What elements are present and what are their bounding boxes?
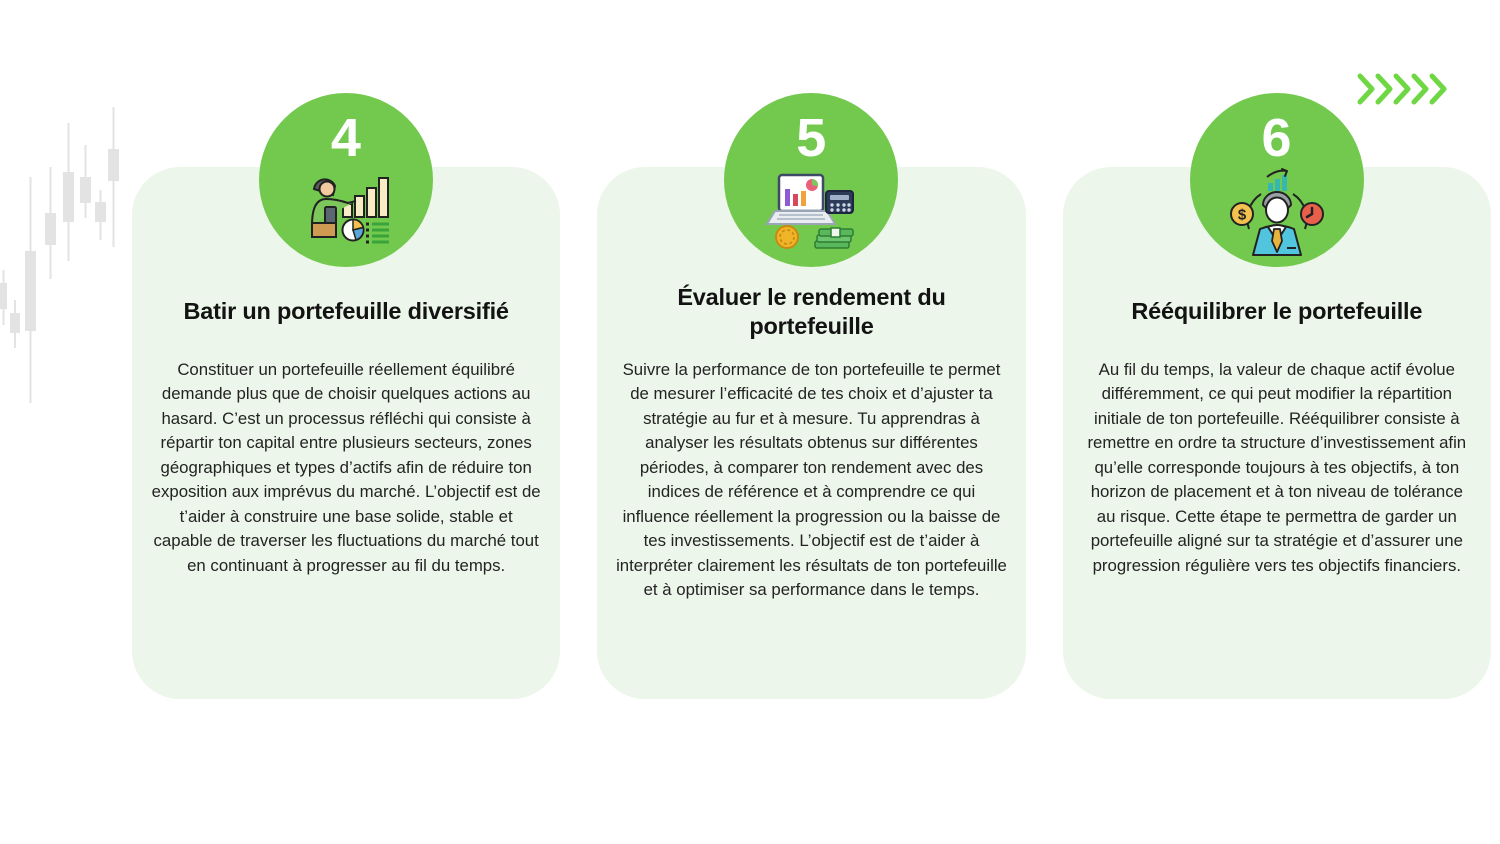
step-6-number: 6 bbox=[1261, 108, 1293, 168]
step-5-title: Évaluer le rendement du portefeuille bbox=[677, 283, 946, 339]
step-5-circle bbox=[724, 93, 898, 267]
step-4-title: Batir un portefeuille diversifié bbox=[183, 298, 509, 325]
steps-cards-row bbox=[132, 108, 1491, 699]
step-6-description: Au fil du temps, la valeur de chaque actif évolue différemment, ce qui peut modifier la répartition initiale de ton portefeuille. Rééquilibrer consiste à remettre en ordre ta structure d’investissement afin qu’elle corresponde toujours à tes objectifs, à ton horizon de placement et à ton niveau de tolérance au risque. Cette étape te permettra de garder un portefeuille aligné sur ta stratégie et d’assurer une progression régulière vers tes objectifs financiers. bbox=[1087, 360, 1467, 575]
card-step-5 bbox=[597, 108, 1025, 699]
step-4-circle bbox=[259, 93, 433, 267]
candlestick-chart-decoration bbox=[0, 105, 125, 425]
svg-text:$: $ bbox=[1237, 206, 1246, 224]
laptop-calculator-money-icon bbox=[765, 167, 857, 264]
card-step-4 bbox=[132, 108, 560, 699]
step-5-title-area bbox=[613, 279, 1009, 345]
rebalancing-person-icon bbox=[1229, 167, 1325, 264]
step-6-title: Rééquilibrer le portefeuille bbox=[1131, 298, 1423, 325]
card-step-6 bbox=[1063, 108, 1491, 699]
step-5-description: Suivre la performance de ton portefeuille te permet de mesurer l’efficacité de tes choix et d’ajuster ta stratégie au fur et à mesure. Tu apprendras à analyser les résultats obtenus sur différentes périodes, à comparer ton rendement avec des indices de référence et à comprendre ce qui influence réellement la progression ou la baisse de tes investissements. L’objectif est de t’aider à interpréter clairement les résultats de ton portefeuille et à optimiser sa performance dans le temps. bbox=[616, 360, 1007, 599]
presenter-with-bar-chart-icon bbox=[300, 167, 392, 264]
step-5-number: 5 bbox=[796, 108, 827, 168]
step-6-title-area bbox=[1079, 279, 1475, 345]
step-6-circle bbox=[1190, 93, 1364, 267]
chevron-arrows-icon bbox=[1356, 71, 1456, 107]
step-4-number: 4 bbox=[330, 108, 362, 168]
step-4-description: Constituer un portefeuille réellement équilibré demande plus que de choisir quelques actions au hasard. C’est un processus réfléchi qui consiste à répartir ton capital entre plusieurs secteurs, zones géographiques et types d’actifs afin de réduire ton exposition aux imprévus du marché. L’objectif est de t’aider à construire une base solide, stable et capable de traverser les fluctuations du marché tout en continuant à progresser au fil du temps. bbox=[151, 360, 541, 575]
step-4-title-area bbox=[148, 279, 544, 345]
